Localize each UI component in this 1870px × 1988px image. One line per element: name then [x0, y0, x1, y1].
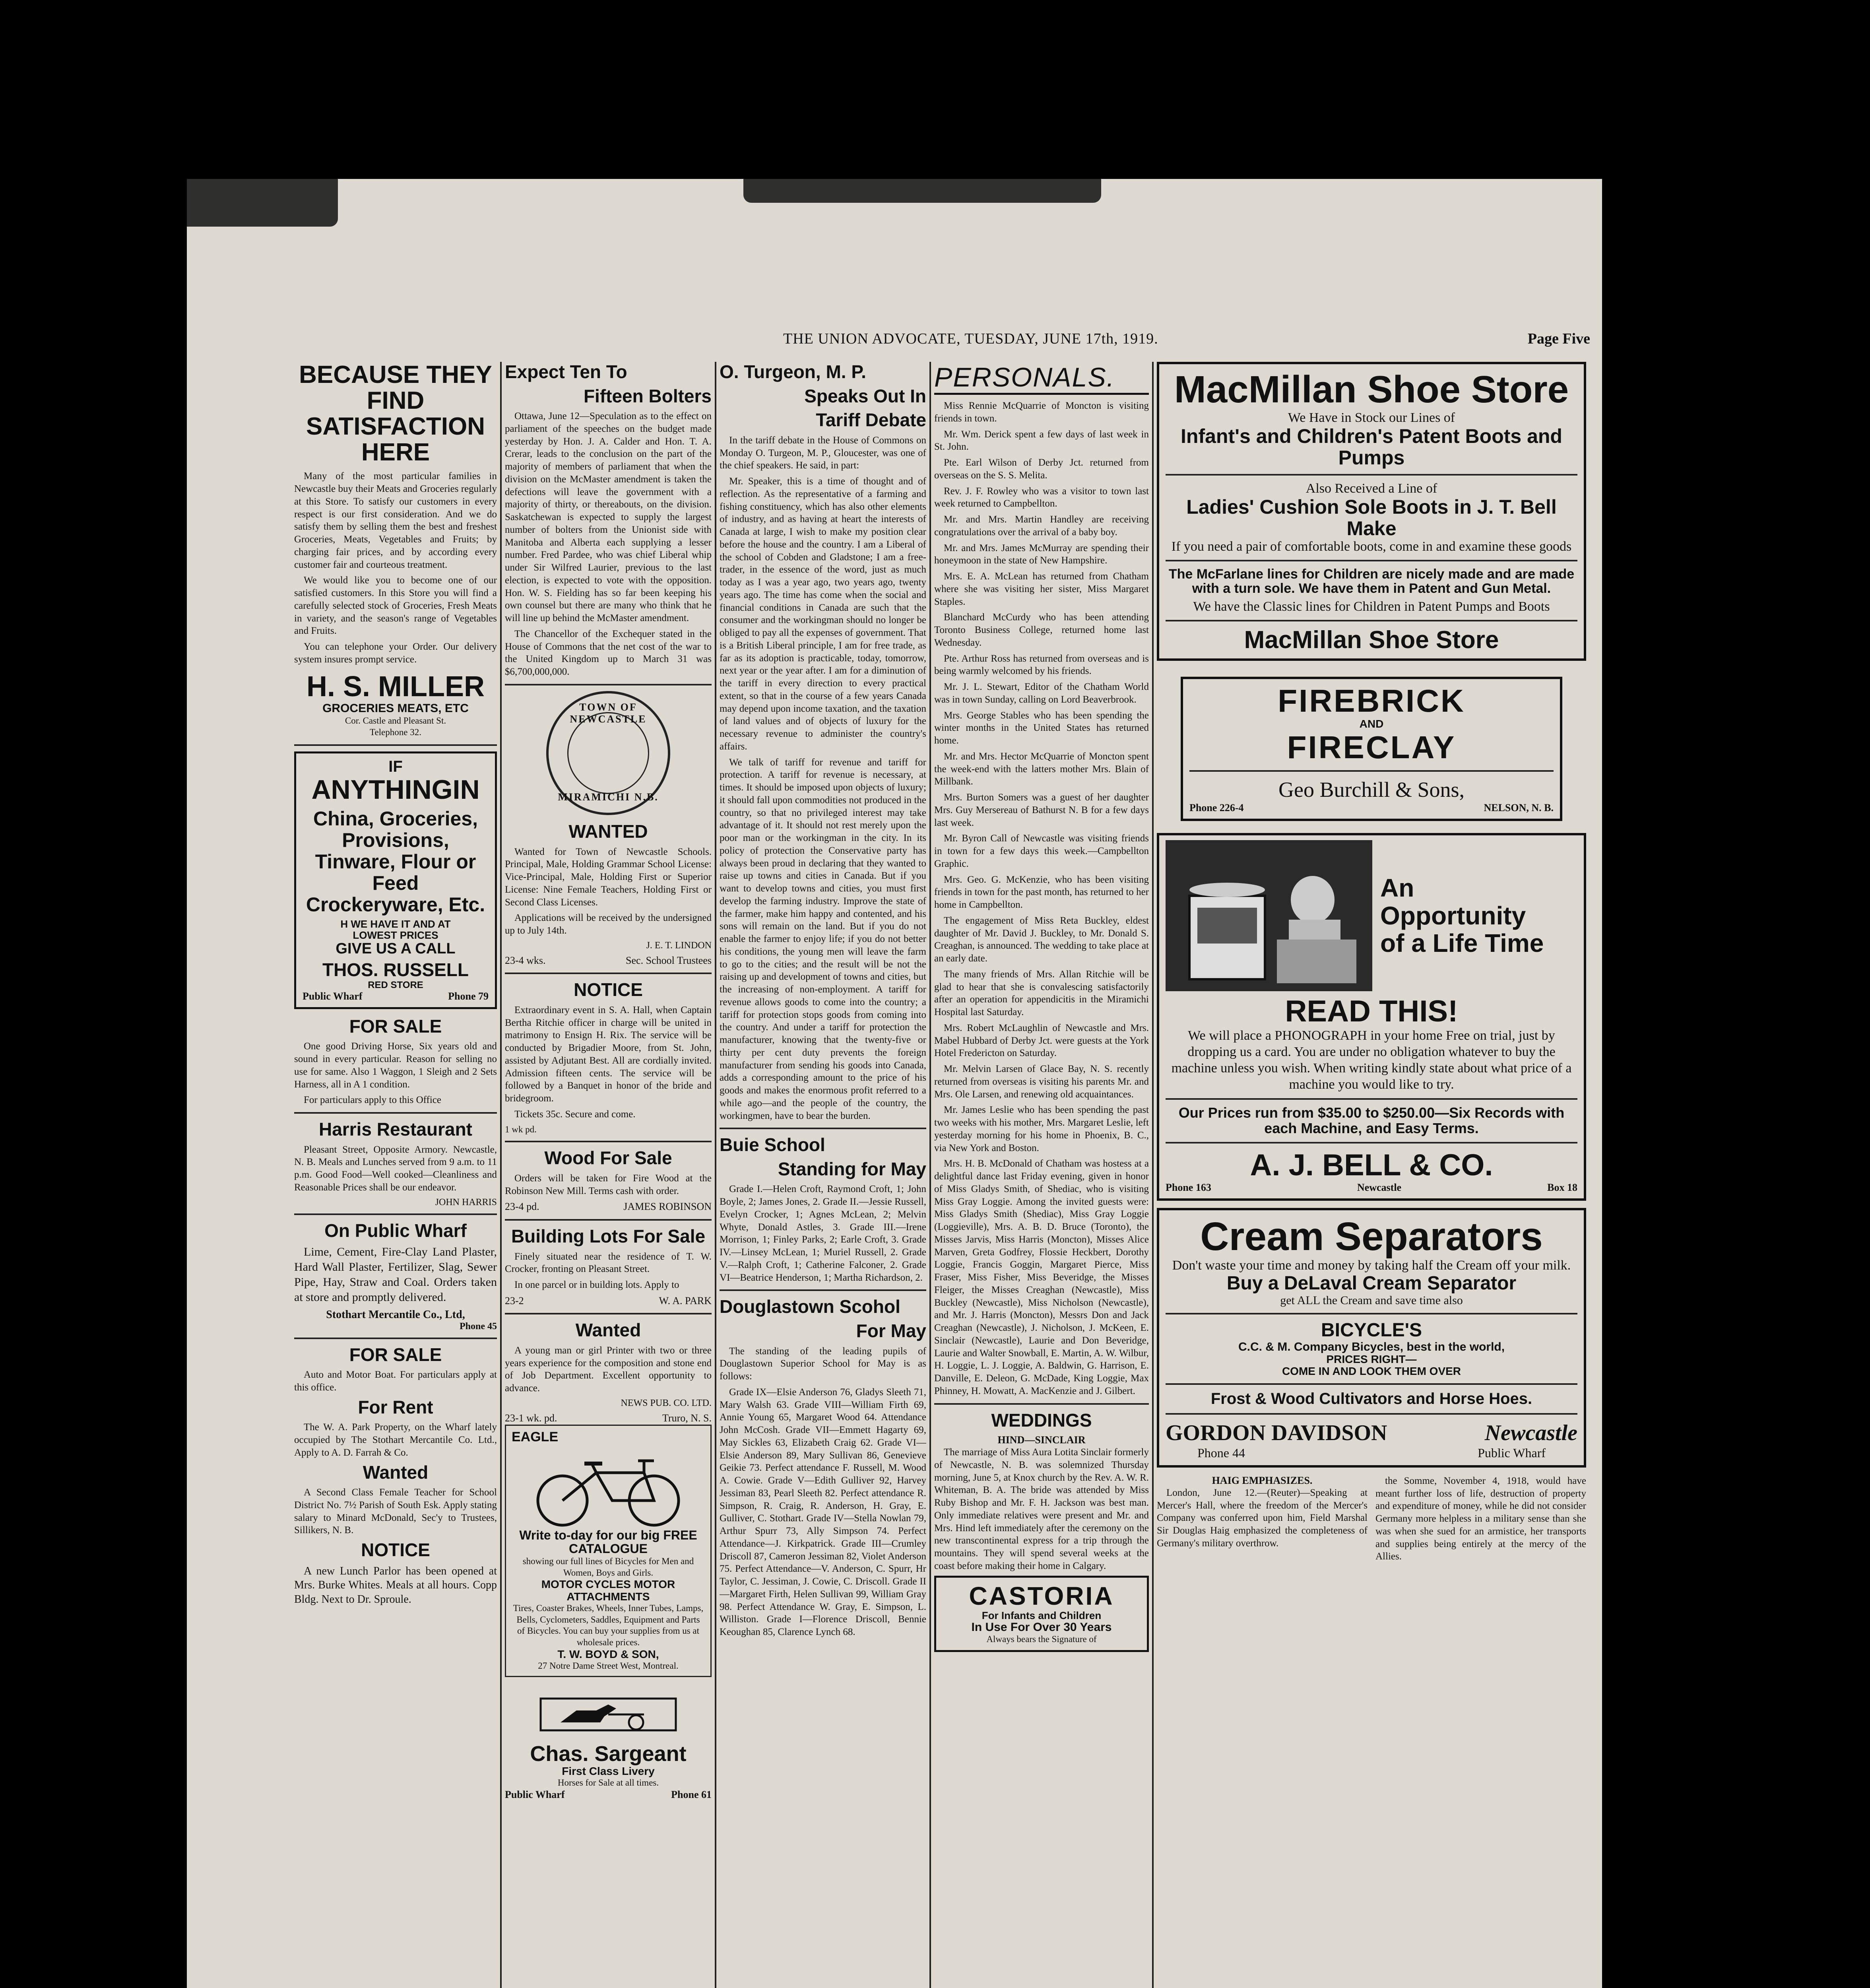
personal-item: Mr. and Mrs. Martin Handley are receiving congratulations over the arrival of a baby boy. — [934, 514, 1149, 538]
davidson-footer — [1166, 1446, 1577, 1460]
divider — [934, 1403, 1149, 1405]
turgeon-article — [720, 362, 926, 1122]
davidson-line-6: PRICES RIGHT— — [1326, 1353, 1417, 1366]
buie-school-article — [720, 1135, 926, 1284]
for-rent-heading: For Rent — [358, 1396, 433, 1417]
eagle-subline: showing our full lines of Bicycles for Men and Women, Boys and Girls. — [522, 1556, 694, 1578]
wanted-schools-text-2: Applications will be received by the undersigned up to July 14th. — [505, 912, 712, 936]
davidson-line-5: C.C. & M. Company Bicycles, best in the world, — [1238, 1340, 1505, 1353]
russell-items: China, Groceries, Provisions, Tinware, Flour or Feed Crockeryware, Etc. — [306, 807, 485, 916]
divider — [294, 1338, 497, 1339]
wanted-schools-footer — [505, 954, 712, 967]
buie-headline-2: Standing for May — [778, 1158, 926, 1179]
davidson-phone: Phone 44 — [1197, 1445, 1245, 1460]
personal-item: Mr. J. L. Stewart, Editor of the Chatham World was in town Sunday, calling on Lord Beaverbrook. — [934, 681, 1149, 705]
divider — [294, 1112, 497, 1114]
macmillan-headline: MacMillan Shoe Store — [1174, 368, 1569, 411]
miller-ad — [294, 362, 497, 738]
divider — [1166, 560, 1577, 561]
miller-telephone: Telephone 32. — [370, 727, 421, 737]
davidson-line-8: Frost & Wood Cultivators and Horse Hoes. — [1210, 1390, 1532, 1408]
macmillan-line-3: Also Received a Line of — [1306, 481, 1437, 496]
wanted-schools-ref: 23-4 wks. — [505, 954, 546, 966]
personals-heading: PERSONALS. — [934, 362, 1149, 395]
column-2 — [505, 362, 712, 1988]
notice-2-ref: 1 wk pd. — [505, 1124, 537, 1134]
eagle-address: 27 Notre Dame Street West, Montreal. — [538, 1661, 679, 1671]
weddings-heading: WEDDINGS — [991, 1409, 1092, 1431]
wood-heading: Wood For Sale — [544, 1147, 672, 1169]
wanted-heading: Wanted — [363, 1462, 429, 1483]
for-sale-auto — [294, 1345, 497, 1394]
wanted-schools — [505, 821, 712, 967]
divider — [1166, 1413, 1577, 1415]
macmillan-line-4: Ladies' Cushion Sole Boots in J. T. Bell Make — [1186, 495, 1557, 540]
miller-address: Cor. Castle and Pleasant St. — [345, 715, 446, 726]
phonograph-headline — [1380, 874, 1577, 957]
turgeon-text-3: We talk of tariff for revenue and tariff for protection. A tariff for revenue is necessary, at times. It should be imposed upon objects of luxury; it should fall upon commodities not produced in the country, so that no privileged interest may take advantage of it. It should not rest merely upon the poor man or the workingman in the city. In its policy of protection the Conservative party has always been proud in declaring that they wanted to raise up towns and cities in Canada. But if you want to develop towns and cities, you must first develop the farming industry. Improve the state of the farmer, make him happy and contented, and his sons will remain on the land. But if you do not enable the farmer to enjoy life; if you do not better his conditions, the young men will leave the farm to go to the cities; and the result will be not the raising up and development of towns and cities, but the increasing of non-employment. A tariff for revenue allows goods to come into the country; a tariff for protection stops goods from coming into the country. And under a tariff for protection the manufacturer, knowing that the twenty-five or thirty per cent duty prevents the foreign manufacturer from sending his goods into Canada, adds a corresponding amount to the price of his goods and makes the enormous profit referred to a while ago—and the people of the country, the workingmen, have to bear the burden. — [720, 757, 926, 1121]
bolters-text-1: Ottawa, June 12—Speculation as to the effect on parliament of the speeches on the budget made yesterday by Hon. J. A. Calder and Hon. T. A. Crerar, leads to the conclusion on the part of the majority of members of parliament that when the division on the McMaster amendment is taken the defections will leave the government with a majority of thirty, or thereabouts, on the division. Saskatchewan is expected to supply the largest number of bolters from the Unionist side with Manitoba and Alberta each supplying a lesser number. Fred Pardee, who was chief Liberal whip under Sir Wilfred Laurier, previous to the last election, is expected to vote with the opposition. Hon. W. S. Fielding has so far been keeping his own counsel but there are many who think that he will line up behind the McMaster amendment. — [505, 411, 712, 624]
personal-item: Mr. and Mrs. Hector McQuarrie of Moncton spent the week-end with the latters mother Mrs. Blain of Millbank. — [934, 751, 1149, 787]
firebrick-company: Geo Burchill & Sons, — [1278, 778, 1465, 802]
wood-for-sale — [505, 1148, 712, 1213]
personal-item: Mr. and Mrs. James McMurray are spending their honeymoon in the state of New Hampshire. — [934, 542, 1149, 566]
divider — [505, 1141, 712, 1142]
miller-text-1: Many of the most particular families in Newcastle buy their Meats and Groceries regularly at this Store. To satisfy our customers in every respect is our first consideration. And we do satisfy them by selling them the best and freshest Groceries, Meats, Vegetables and Fruits; by charging fair prices, and by according every customer fair and courteous treatment. — [294, 471, 497, 570]
page-number: Page Five — [1527, 330, 1590, 347]
russell-if: IF — [388, 758, 403, 776]
bell-town: Newcastle — [1357, 1182, 1402, 1194]
town-seal-emblem — [546, 691, 670, 815]
firebrick-place: NELSON, N. B. — [1484, 802, 1554, 814]
phonograph-drawing — [1166, 840, 1372, 991]
phonograph-ad — [1157, 833, 1586, 1201]
personal-item: Mrs. Robert McLaughlin of Newcastle and Mrs. Mabel Hubbard of Derby Jct. were guests at the York Hotel Fredericton on Saturday. — [934, 1022, 1149, 1059]
davidson-name-row — [1166, 1420, 1577, 1446]
sargeant-phone: Phone 61 — [671, 1789, 712, 1801]
harris-signature: JOHN HARRIS — [435, 1197, 497, 1208]
notice-2-text-2: Tickets 35c. Secure and come. — [514, 1109, 636, 1120]
wharf-phone: Phone 45 — [459, 1321, 497, 1332]
column-4 — [934, 362, 1149, 1988]
miller-name: H. S. MILLER — [306, 670, 485, 703]
firebrick-line-1: FIREBRICK — [1278, 683, 1465, 719]
phonograph-line-1: An — [1380, 874, 1414, 903]
personal-item: Mrs. E. A. McLean has returned from Chatham where she was visiting her sister, Miss Margaret Staples. — [934, 571, 1149, 607]
bolters-text-2: The Chancellor of the Exchequer stated in the House of Commons that the net cost of the war to the United Kingdom up to March 31 was $6,700,000,000. — [505, 628, 712, 678]
wanted-printer-heading: Wanted — [575, 1320, 641, 1341]
masthead-title: THE UNION ADVOCATE, TUESDAY, JUNE 17th, 1919. — [783, 330, 1158, 347]
wanted-printer-footer — [505, 1412, 712, 1425]
divider — [505, 1219, 712, 1221]
davidson-line-2: Buy a DeLaval Cream Separator — [1226, 1273, 1517, 1294]
notice-heading: NOTICE — [361, 1540, 430, 1561]
divider — [505, 684, 712, 685]
personal-item: Mr. Byron Call of Newcastle was visiting friends in town for a few days this week.—Campbellton Graphic. — [934, 833, 1149, 869]
divider — [294, 744, 497, 746]
wanted-printer-sig-1: NEWS PUB. CO. LTD. — [621, 1398, 712, 1408]
haig-heading: HAIG EMPHASIZES. — [1212, 1474, 1313, 1486]
davidson-line-4: BICYCLE'S — [1321, 1320, 1422, 1341]
firebrick-and: AND — [1359, 718, 1384, 730]
lots-heading: Building Lots For Sale — [511, 1225, 706, 1246]
scan-damage — [743, 179, 1101, 203]
miller-text-3: You can telephone your Order. Our delivery system insures prompt service. — [294, 641, 497, 665]
sargeant-line-2: Horses for Sale at all times. — [557, 1778, 659, 1788]
wanted-schools-sig-2: Sec. School Trustees — [626, 954, 712, 966]
macmillan-line-1: We Have in Stock our Lines of — [1288, 410, 1455, 425]
sargeant-location: Public Wharf — [505, 1789, 565, 1801]
eagle-company: T. W. BOYD & SON, — [557, 1648, 659, 1660]
russell-footer — [303, 990, 489, 1002]
harris-restaurant — [294, 1119, 497, 1208]
haig-text: London, June 12.—(Reuter)—Speaking at Mercer's Hall, where the freedom of the Mercer's Company was conferred upon him, Field Marshal Sir Douglas Haig emphasized the completeness of Germany's military overthrow. — [1157, 1487, 1368, 1549]
wharf-company: Stothart Mercantile Co., Ltd, — [326, 1308, 465, 1321]
divider — [1189, 770, 1554, 772]
russell-line-2: LOWEST PRICES — [353, 929, 438, 941]
horse-carriage-illustration — [525, 1683, 692, 1742]
davidson-headline: Cream Separators — [1200, 1214, 1543, 1259]
bell-footer — [1166, 1182, 1577, 1194]
macmillan-line-7: We have the Classic lines for Children in Patent Pumps and Boots — [1193, 599, 1550, 614]
wanted-schools-text: Wanted for Town of Newcastle Schools. Principal, Male, Holding Grammar School License: Vice-Principal, Male, Holding First or Superior License: Nine Female Teachers, Holding First or Second Class Licenses. — [505, 846, 712, 908]
weddings-text: The marriage of Miss Aura Lotita Sinclair formerly of Newcastle, N. B. was solemnized Thursday morning, June 5, at Knox church by the Rev. A. W. R. Whiteman, B. A. The bride was attended by Miss Ruby Bishop and Mr. F. H. Jackson was best man. Only immediate relatives were present and Mr. and Mrs. Hind left immediately after the ceremony on the new transcontinental express for a trip through the mountains. They will spend several weeks at the coast before making their home in Calgary. — [934, 1447, 1149, 1571]
personal-item: Mrs. H. B. McDonald of Chatham was hostess at a delightful dance last Friday evening, given in honor of Miss Gladys Smith, of Shediac, who is visiting Miss Gray Loggie. Among the invited guests were: Miss Gladys Smith (Shediac), Miss Gray Loggie (Loggieville), Mrs. A. B. D. Bruce (Toronto), the Misses Jarvis, Miss Harris (Moncton), Misses Alice Marven, Greta Godfrey, Flossie Heckbert, Dorothy Loggie, Francis Goggin, Margaret Pierce, Miss Fraser, Miss Fisher, Miss Beveridge, the Misses Fleiger, the Misses Creaghan (Newcastle), Miss Buckley (Newcastle), Miss Nicholson (Newcastle), and Mr. J. Harris (Moncton), Messrs Don and Jack Creaghan (Newcastle), J. Nicholson, J. McKeen, E. Sinclair (Newcastle), Laurie and Don Beveridge, Laurie and Walter Snowball, E. Martin, A. W. Wilbur, H. Loggie, L. J. Loggie, A. Baldwin, G. Harrison, E. Danville, E. Deleon, G. McDade, King Loggie, Max Phinney, H. Mowatt, A. MacKenzie and J. Gilbert. — [934, 1158, 1149, 1396]
firebrick-footer — [1189, 802, 1554, 814]
buie-headline-1: Buie School — [720, 1134, 825, 1155]
for-sale-horse — [294, 1016, 497, 1107]
wanted-schools-heading: WANTED — [568, 821, 648, 842]
column-rule — [500, 362, 502, 1988]
davidson-line-7: COME IN AND LOOK THEM OVER — [1282, 1365, 1461, 1378]
phonograph-read-this: READ THIS! — [1285, 994, 1458, 1029]
phonograph-line-3: of a Life Time — [1380, 928, 1544, 957]
personal-item: Miss Rennie McQuarrie of Moncton is visiting friends in town. — [934, 400, 1149, 424]
wanted-teacher — [294, 1462, 497, 1537]
phonograph-line-2: Opportunity — [1380, 901, 1526, 930]
wanted-schools-sig-1: J. E. T. LINDON — [646, 940, 712, 951]
personal-item: The engagement of Miss Reta Buckley, eldest daughter of Mr. David J. Buckley, to Mr. Donald S. Creaghan, is announced. The wedding to take place at an early date. — [934, 915, 1149, 964]
for-sale-2-heading: FOR SALE — [349, 1344, 442, 1365]
newspaper-page — [187, 179, 1602, 1988]
for-sale-text-2: For particulars apply to this Office — [304, 1095, 441, 1106]
seal-bottom-text: MIRAMICHI N.B. — [558, 791, 659, 803]
macmillan-line-5: If you need a pair of comfortable boots, come in and examine these goods — [1171, 539, 1572, 554]
castoria-name: CASTORIA — [969, 1581, 1114, 1610]
douglastown-headline-1: Douglastown Scohol — [720, 1296, 900, 1317]
turgeon-headline-2: Speaks Out In — [804, 385, 926, 406]
davidson-place: Public Wharf — [1478, 1445, 1546, 1460]
haig-text-2: the Somme, November 4, 1918, would have meant further loss of life, destruction of property and expenditure of money, while he did not consider Germany more helpless in a military sense than she was when she sued for an armistice, her transports and supplies being entirely at the mercy of the Allies. — [1375, 1475, 1586, 1562]
scan-damage — [187, 179, 338, 227]
russell-store: RED STORE — [368, 979, 423, 990]
wanted-text: A Second Class Female Teacher for School District No. 7½ Parish of South Esk. Apply stating salary to Minard McDonald, Sec'y to Trustees, Sillikers, N. B. — [294, 1487, 497, 1536]
lots-ref: 23-2 — [505, 1295, 524, 1307]
eagle-section: MOTOR CYCLES MOTOR ATTACHMENTS — [541, 1578, 675, 1603]
davidson-line-3: get ALL the Cream and save time also — [1280, 1294, 1463, 1307]
turgeon-headline-1: O. Turgeon, M. P. — [720, 362, 866, 382]
haig-left — [1157, 1475, 1368, 1566]
divider — [505, 1313, 712, 1314]
phonograph-top — [1166, 840, 1577, 991]
russell-anything: ANYTHINGIN — [311, 775, 480, 805]
eagle-brand: EAGLE — [512, 1429, 559, 1445]
eagle-bicycle-ad — [505, 1425, 712, 1677]
firebrick-line-2: FIRECLAY — [1287, 729, 1456, 765]
sargeant-footer — [505, 1789, 712, 1801]
buie-text: Grade I.—Helen Croft, Raymond Croft, 1; John Boyle, 2; James Jones, 2. Grade II.—Jessie Russell, Evelyn Crocker, 1; Agnes McLean, 2; Melvin Whyte, Donald Astles, 3. Grade III.—Irene Morrison, 1; Finley Parks, 2; Earle Croft, 3. Grade IV.—Linsey McLean, 1; Muriel Russell, 2. Grade V.—Ralph Croft, 1; Catherine Falconer, 2. Grade VI—Beatrice Henderson, 1; Martha Richardson, 2. — [720, 1184, 926, 1283]
wood-signature: JAMES ROBINSON — [623, 1201, 712, 1213]
macmillan-line-6: The McFarlane lines for Children are nicely made and are made with a turn sole. We have them in Patent and Gun Metal. — [1168, 566, 1575, 596]
russell-location: Public Wharf — [303, 990, 363, 1002]
bolters-headline-2: Fifteen Bolters — [583, 385, 712, 406]
bolters-headline-1: Expect Ten To — [505, 362, 627, 382]
davidson-town: Newcastle — [1484, 1420, 1577, 1445]
wanted-printer-text: A young man or girl Printer with two or three years experience for the composition and stone end of Job Department. Excellent opportunity to advance. — [505, 1345, 712, 1394]
column-1 — [294, 362, 497, 1988]
macmillan-shoe-ad — [1157, 362, 1586, 661]
for-rent — [294, 1397, 497, 1459]
castoria-ad — [934, 1576, 1149, 1652]
wood-footer — [505, 1200, 712, 1213]
phonograph-prices: Our Prices run from $35.00 to $250.00—Six Records with each Machine, and Easy Terms. — [1178, 1105, 1565, 1137]
castoria-line-2: In Use For Over 30 Years — [971, 1620, 1112, 1634]
personal-item: Blanchard McCurdy who has been attending Toronto Business College, returned home last Wednesday. — [934, 612, 1149, 648]
personal-item: Mr. Wm. Derick spent a few days of last week in St. John. — [934, 429, 1149, 452]
turgeon-text-2: Mr. Speaker, this is a time of thought and of reflection. As the representative of a farming and fishing constituency, which has also other elements of industry, and as having at heart the interests of Canada at large, I wish to make my position clear before the house and the country. I am a Liberal of the school of Cobden and Gladstone; I am a free-trader, in the essence of the word, just as much today as I was a year ago, two years ago, twenty years ago. The time has come when the social and financial conditions in Canada are such that the consumer and the workingman should no longer be obliged to pay all the expenses of government. That is a British Liberal principle, I am for free trade, as far as its adoption is practicable, today, tomorrow, next year or the year after. I am for a diminution of the tariff in every direction to every practical extent, so that in the course of a few years Canada may depend upon income taxation, and the taxation of land values and of objects of luxury for the necessary revenue to administer the country's affairs. — [720, 476, 926, 752]
column-rule — [1152, 362, 1154, 1988]
column-3 — [720, 362, 926, 1988]
wanted-printer-sig-2: Truro, N. S. — [662, 1412, 712, 1424]
notice-wedding — [505, 980, 712, 1135]
douglastown-headline-2: For May — [856, 1320, 926, 1342]
divider — [1166, 1098, 1577, 1100]
miller-text-2: We would like you to become one of our satisfied customers. In this Store you will find a carefully selected stock of Groceries, Fresh Meats in variety, and the season's range of Vegetables and Fruits. — [294, 575, 497, 637]
wood-ref: 23-4 pd. — [505, 1201, 539, 1213]
for-sale-2-text: Auto and Motor Boat. For particulars apply at this office. — [294, 1369, 497, 1393]
for-sale-heading: FOR SALE — [349, 1015, 442, 1037]
personals-list — [934, 400, 1149, 1398]
wanted-printer — [505, 1320, 712, 1425]
personal-item: The many friends of Mrs. Allan Ritchie will be glad to hear that she is convalescing satisfactorily after an operation for appendicitis in the Miramichi Hospital last Saturday. — [934, 969, 1149, 1017]
personal-item: Mr. James Leslie who has been spending the past two weeks with his mother, Mrs. Margaret Leslie, left yesterday morning for his home in Phoenix, B. C., via New York and Boston. — [934, 1105, 1149, 1153]
weddings-section — [934, 1410, 1149, 1573]
russell-ad — [294, 751, 497, 1009]
divider — [1166, 1383, 1577, 1385]
wharf-text: Lime, Cement, Fire-Clay Land Plaster, Hard Wall Plaster, Fertilizer, Slag, Sewer Pipe, Hay, Straw and Coal. Orders taken at store and promptly delivered. — [294, 1245, 497, 1304]
lots-text: Finely situated near the residence of T. W. Crocker, fronting on Pleasant Street. — [505, 1251, 712, 1275]
divider — [505, 973, 712, 974]
haig-article — [1157, 1475, 1586, 1566]
personal-item: Mrs. Geo. G. McKenzie, who has been visiting friends in town for the past month, has returned to her home in Campbellton. — [934, 874, 1149, 910]
macmillan-footer: MacMillan Shoe Store — [1244, 626, 1499, 654]
for-sale-text: One good Driving Horse, Six years old and sound in every particular. Reason for selling no use for same. Also 1 Waggon, 1 Sleigh and 2 Sets Harness, all in A 1 condition. — [294, 1041, 497, 1090]
harris-text: Pleasant Street, Opposite Armory. Newcastle, N. B. Meals and Lunches served from 9 a.m. to 11 p.m. Good Food—Well cooked—Cleanliness and Reasonable Prices shall be our endeavor. — [294, 1144, 497, 1193]
douglastown-text: Grade IX—Elsie Anderson 76, Gladys Sleeth 71, Mary Walsh 63. Grade VIII—William Firth 69, Annie Young 65, Margaret Wood 64. Attendance John McCosh. Grade VII—Emmett Hagarty 69, May Sickles 63, Elizabeth Craig 62. Grade VI—Elsie Anderson 89, Mary Sullivan 86, Genevieve Geikie 73. Perfect attendance F. Russell, M. Wood A. Cowie. Grade V—Edith Gulliver 92, Harvey Jessiman 83, Pearl Sleeth 82. Perfect attendance R. Simpson, R. Craig, R. Anderson, H. Gray, E. Gulliver, C. Stothart. Grade IV—Stella Nowlan 79, Arthur Spurr 73, Ally Simpson 74. Perfect Attendance—J. Kirkpatrick. Grade III—Crumley Driscoll 87, Cameron Jessiman 82, Violet Anderson 75. Perfect Attendance—V. Anderson, C. Spurr, Hr Taylor, C. Jessiman, J. Cowie, C. Driscoll. Grade II—Margaret Firth, Helen Sullivan 99, William Gray 98. Perfect Attendance W. Gray, E. Simpson, L. Williston. Grade I—Florence Driscoll, Bennie Keoughan 85, Clarence Lynch 68. — [720, 1386, 926, 1638]
bicycle-illustration — [525, 1449, 692, 1528]
firebrick-phone: Phone 226-4 — [1189, 802, 1244, 814]
castoria-line-3: Always bears the Signature of — [986, 1634, 1097, 1644]
column-rule — [929, 362, 931, 1988]
davidson-ad — [1157, 1208, 1586, 1468]
bolters-article — [505, 362, 712, 678]
davidson-line-1: Don't waste your time and money by taking half the Cream off your milk. — [1172, 1258, 1571, 1273]
notice-2-heading: NOTICE — [574, 979, 643, 1000]
russell-phone: Phone 79 — [448, 990, 489, 1002]
miller-line: GROCERIES MEATS, ETC — [322, 702, 469, 715]
russell-line-1: H WE HAVE IT AND AT — [340, 918, 451, 930]
davidson-name: GORDON DAVIDSON — [1166, 1420, 1387, 1445]
russell-line-3: GIVE US A CALL — [336, 940, 456, 957]
sargeant-livery-ad — [505, 1683, 712, 1801]
wanted-printer-ref: 23-1 wk. pd. — [505, 1412, 557, 1424]
masthead — [187, 330, 1602, 358]
public-wharf-ad — [294, 1221, 497, 1332]
personal-item: Mrs. George Stables who has been spending the winter months in the United States has returned home. — [934, 710, 1149, 746]
weddings-subheading: HIND—SINCLAIR — [997, 1434, 1086, 1446]
bell-box: Box 18 — [1547, 1182, 1577, 1194]
divider — [294, 1213, 497, 1215]
macmillan-line-2: Infant's and Children's Patent Boots and Pumps — [1181, 425, 1562, 469]
personal-item: Rev. J. F. Rowley who was a visitor to town last week returned to Campbellton. — [934, 485, 1149, 509]
haig-right — [1375, 1475, 1586, 1566]
harris-heading: Harris Restaurant — [318, 1119, 473, 1140]
phonograph-text: We will place a PHONOGRAPH in your home Free on trial, just by dropping us a card. You are under no obligation whatever to buy the machine unless you wish. When writing kindly state about what price of a machine you would like to try. — [1171, 1028, 1572, 1092]
firebrick-ad — [1181, 677, 1562, 821]
eagle-headline: Write to-day for our big FREE CATALOGUE — [519, 1528, 697, 1556]
for-rent-text: The W. A. Park Property, on the Wharf lately occupied by The Stothart Mercantile Co. Ltd., Apply to A. D. Farrah & Co. — [294, 1422, 497, 1458]
douglastown-intro: The standing of the leading pupils of Douglastown Superior School for May is as follows: — [720, 1345, 926, 1382]
divider — [1166, 620, 1577, 621]
column-rule — [715, 362, 716, 1988]
turgeon-text-1: In the tariff debate in the House of Commons on Monday O. Turgeon, M. P., Gloucester, was one of the chief speakers. He said, in part: — [720, 435, 926, 471]
notice-lunch — [294, 1540, 497, 1606]
divider — [1166, 1142, 1577, 1143]
lots-signature: W. A. PARK — [659, 1295, 712, 1307]
divider — [1166, 1313, 1577, 1314]
seal-top-text: TOWN OF NEWCASTLE — [570, 701, 647, 725]
lots-text-2: In one parcel or in building lots. Apply to — [514, 1279, 679, 1291]
column-5 — [1157, 362, 1586, 1988]
wood-text: Orders will be taken for Fire Wood at the Robinson New Mill. Terms cash with order. — [505, 1173, 712, 1196]
castoria-line-1: For Infants and Children — [982, 1609, 1102, 1621]
sargeant-line: First Class Livery — [562, 1765, 655, 1778]
phonograph-illustration — [1166, 840, 1372, 991]
bell-company: A. J. BELL & CO. — [1250, 1148, 1493, 1182]
sargeant-name: Chas. Sargeant — [530, 1741, 687, 1766]
turgeon-headline-3: Tariff Debate — [816, 410, 926, 431]
divider — [720, 1289, 926, 1291]
notice-2-text: Extraordinary event in S. A. Hall, when Captain Bertha Ritchie officer in charge will be united in matrimony to Ensign H. Rix. The service will be conducted by Brigadier Moore, from St. John, assisted by Adjutant Best. All are cordially invited. Admission fifteen cents. The service will be followed by a Banquet in honor of the bride and bridegroom. — [505, 1004, 712, 1104]
divider — [720, 1128, 926, 1129]
personal-item: Mr. Melvin Larsen of Glace Bay, N. S. recently returned from overseas is visiting his parents Mr. and Mrs. Ole Larsen, and renewing old acquaintances. — [934, 1064, 1149, 1100]
lots-footer — [505, 1295, 712, 1308]
notice-text: A new Lunch Parlor has been opened at Mrs. Burke Whites. Meals at all hours. Copp Bldg. Next to Dr. Sproule. — [294, 1565, 497, 1606]
personal-item: Mrs. Burton Somers was a guest of her daughter Mrs. Guy Mersereau of Bathurst N. B for a few days last week. — [934, 792, 1149, 828]
wharf-heading: On Public Wharf — [324, 1220, 467, 1241]
divider — [1166, 474, 1577, 476]
miller-headline: BECAUSE THEY FIND SATISFACTION HERE — [299, 362, 492, 466]
personal-item: Pte. Arthur Ross has returned from overseas and is being warmly welcomed by his friends. — [934, 653, 1149, 677]
eagle-text: Tires, Coaster Brakes, Wheels, Inner Tubes, Lamps, Bells, Cyclometers, Saddles, Equipment and Parts of Bicycles. You can buy your supplies from us at wholesale prices. — [513, 1603, 704, 1648]
bell-phone: Phone 163 — [1166, 1182, 1211, 1194]
building-lots — [505, 1226, 712, 1307]
russell-name: THOS. RUSSELL — [322, 959, 469, 980]
douglastown-article — [720, 1297, 926, 1638]
personal-item: Pte. Earl Wilson of Derby Jct. returned from overseas on the S. S. Melita. — [934, 457, 1149, 481]
